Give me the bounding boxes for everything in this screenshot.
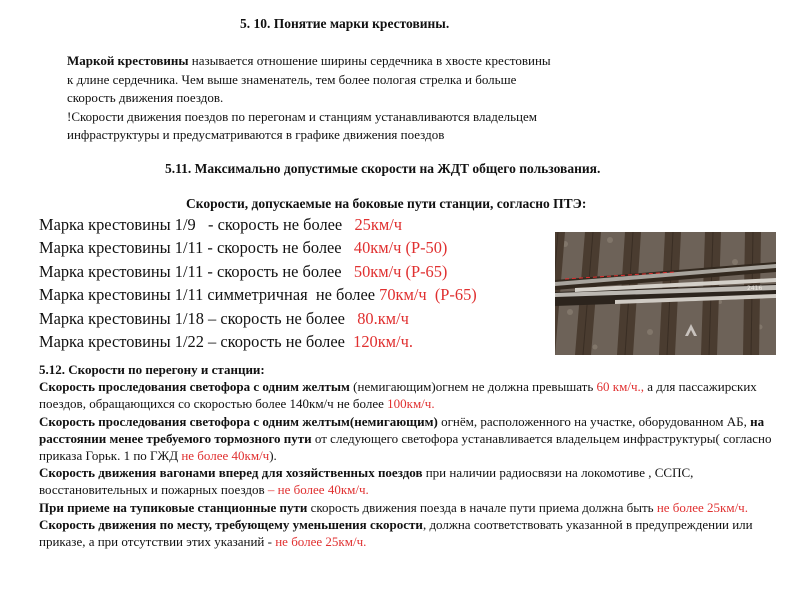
definition-line-1	[67, 52, 667, 71]
definition-line-2: к длине сердечника. Чем выше знаменатель, тем более пологая стрелка и больше	[67, 71, 517, 87]
frog-mark-row	[39, 260, 477, 283]
mark-label: Марка крестовины 1/9 - скорость не более	[39, 215, 355, 234]
p1-text-2: а для пассажирских поездов, обращающихся со скоростью более 140км/ч не более	[39, 379, 757, 412]
p4-red: не более 25км/ч.	[656, 499, 748, 515]
definition-line-1-rest: называется отношение ширины сердечника в хвосте крестовины	[188, 53, 551, 68]
frog-mark-row	[39, 330, 477, 353]
p1-bold: Скорость проследования светофора с одним желтым	[39, 379, 350, 395]
p2-text-2: от следующего светофора устанавливается владельцем инфраструктуры( согласно приказа Горьк. 1 по ГЖД	[39, 430, 772, 464]
p5-bold: Скорость движения по месту, требующему уменьшения скорости	[39, 516, 423, 532]
mark-speed: 80.км/ч	[357, 308, 409, 328]
p1-red-1: 60 км/ч.,	[596, 379, 644, 395]
term-marka: Маркой крестовины	[67, 53, 189, 68]
p1-red-2: 100км/ч.	[387, 396, 435, 412]
p2-bold: Скорость проследования светофора с одним желтым(немигающим)	[39, 413, 438, 429]
mark-speed: 120км/ч.	[353, 332, 413, 352]
p5-red: не более 25км/ч.	[275, 534, 367, 550]
frog-mark-row	[39, 213, 477, 236]
mark-speed: 25км/ч	[354, 215, 403, 234]
paragraph-4	[39, 499, 784, 516]
p2-text: огнём, расположенного на участке, оборудованном АБ,	[437, 413, 751, 429]
definition-block	[67, 52, 667, 145]
p5-text: , должна соответствовать указанной в предупреждении или приказе, а при отсутствии этих указаний -	[39, 516, 753, 550]
paragraph-1	[39, 378, 784, 412]
p4-bold: При приеме на тупиковые станционные пути	[39, 499, 308, 515]
paragraph-2	[39, 413, 784, 465]
paragraph-5	[39, 516, 784, 550]
frog-mark-row	[39, 307, 477, 330]
mark-speed: 50км/ч (Р-65)	[353, 261, 448, 281]
section-5-12	[39, 361, 784, 550]
mark-label: Марка крестовины 1/22 – скорость не более	[39, 332, 354, 352]
definition-line-3: скорость движения поездов.	[67, 90, 224, 105]
paragraph-3	[39, 464, 784, 498]
p3-red: – не более 40км/ч.	[267, 482, 369, 498]
mark-label: Марка крестовины 1/11 симметричная не более	[39, 285, 380, 305]
p2-text-3: ).	[269, 448, 277, 464]
section-5-11-title: 5.11. Максимально допустимые скорости на ЖДТ общего пользования.	[165, 161, 601, 176]
railway-frog-photo	[555, 232, 776, 355]
photo-plate-text: 2416	[747, 285, 763, 292]
p2-red: не более 40км/ч	[181, 448, 270, 464]
p3-bold: Скорость движения вагонами вперед для хозяйственных поездов	[39, 465, 423, 481]
definition-line-4: !Скорости движения поездов по перегонам и станциям устанавливаются владельцем	[67, 108, 537, 124]
mark-speed: 70км/ч (Р-65)	[379, 285, 477, 305]
mark-speed: 40км/ч (Р-50)	[353, 238, 448, 258]
p1-text: (немигающим)огнем не должна превышать	[349, 379, 597, 395]
section-5-12-title: 5.12. Скорости по перегону и станции:	[39, 362, 265, 377]
p2-bold-2: на расстоянии менее требуемого тормозного пути	[39, 413, 765, 446]
frog-mark-row	[39, 283, 477, 306]
mark-label: Марка крестовины 1/18 – скорость не более	[39, 308, 358, 328]
section-5-10-title: 5. 10. Понятие марки крестовины.	[240, 16, 450, 31]
frog-mark-row	[39, 236, 477, 259]
side-tracks-title: Скорости, допускаемые на боковые пути станции, согласно ПТЭ:	[186, 196, 587, 211]
p4-text: скорость движения поезда в начале пути приема должна быть	[307, 499, 657, 515]
mark-label: Марка крестовины 1/11 - скорость не более	[39, 261, 354, 281]
frog-marks-list	[39, 213, 477, 353]
definition-line-5: инфраструктуры и предусматриваются в графике движения поездов	[67, 127, 445, 142]
mark-label: Марка крестовины 1/11 - скорость не более	[39, 238, 354, 258]
p3-text: при наличии радиосвязи на локомотиве , ССПС, восстановительных и пожарных поездов	[39, 465, 694, 498]
